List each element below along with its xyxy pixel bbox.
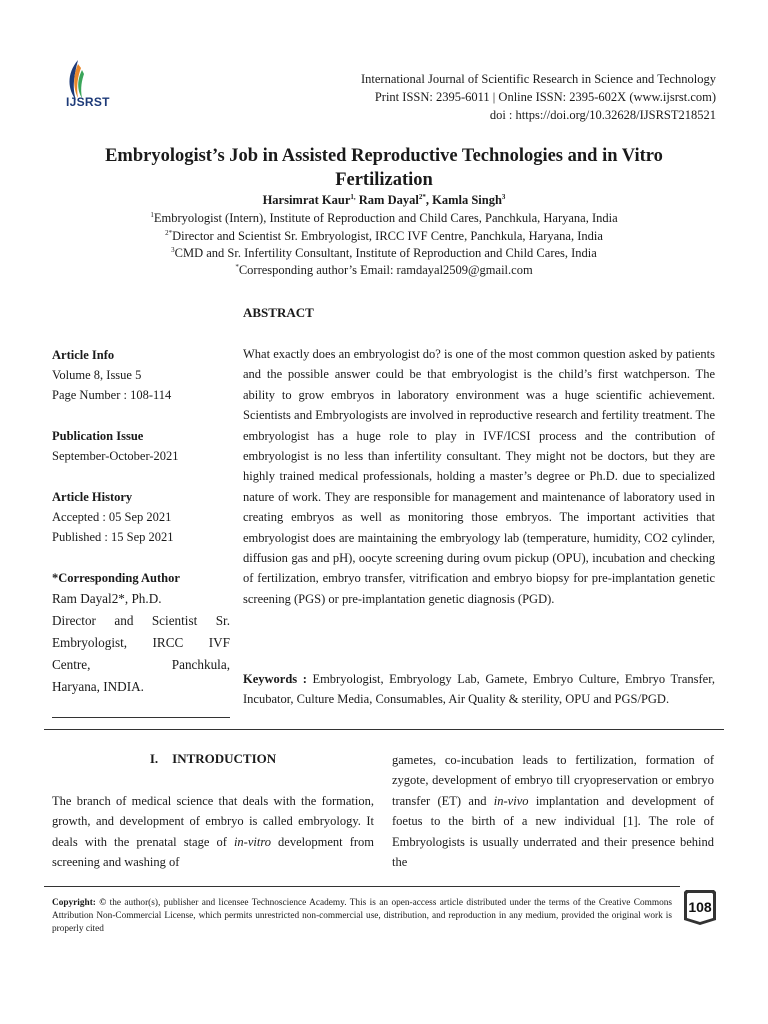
affiliation-text: Corresponding author’s Email: ramdayal2509@gmail.com [238, 263, 533, 277]
affiliation-mark: * [235, 262, 239, 271]
body-text: implantation and development of foetus to the birth of a new individual [1]. The role of Embryologists is usually underrated and their presence behind the [392, 793, 714, 870]
keywords-list: Embryologist, Embryology Lab, Gamete, Embryo Culture, Embryo Transfer, Incubator, Culture Media, Consumables, Air Quality & sterility, OPU and PGS/PGD. [243, 672, 715, 707]
section-title: INTRODUCTION [172, 751, 277, 766]
introduction-heading [52, 751, 374, 767]
page-number: 108 [688, 899, 712, 915]
corresponding-email [0, 263, 768, 278]
corresponding-author-line: Director and Scientist Sr. [52, 613, 230, 628]
affiliation-mark: 2* [165, 228, 173, 237]
author-list [0, 193, 768, 208]
author-affiliation-mark: 2* [418, 192, 426, 201]
footer-divider [44, 886, 680, 887]
affiliation-mark: 1 [150, 210, 154, 219]
affiliation [0, 211, 768, 226]
affiliation [0, 229, 768, 244]
published-date: Published : 15 Sep 2021 [52, 530, 174, 544]
author-affiliation-mark: 3 [501, 192, 506, 201]
abstract-heading: ABSTRACT [243, 305, 314, 320]
affiliation-text: CMD and Sr. Infertility Consultant, Institute of Reproduction and Child Cares, India [174, 246, 597, 260]
logo-text: IJSRST [66, 95, 110, 109]
corresponding-author-line: Ram Dayal2*, Ph.D. [52, 591, 162, 606]
article-info-sidebar [52, 345, 230, 698]
article-info-heading: Article Info [52, 348, 115, 362]
article-history-heading: Article History [52, 490, 133, 504]
sidebar-divider [52, 717, 230, 718]
corresponding-author-line: Embryologist, IRCC IVF [52, 635, 230, 650]
author-affiliation-mark: 1, [350, 192, 356, 201]
body-text: gametes, co-incubation leads to fertilization, formation of zygote, development of embryo till cryopreservation or embryo transfer (ET) and [392, 753, 714, 808]
copyright-text: the author(s), publisher and licensee Technoscience Academy. This is an open-access article distributed under the terms of the Creative Commons Attribution Non-Commercial License, which permits unrestricted non-commercial use, distribution, and reproduction in any medium, provided the original work is properly cited [52, 898, 672, 934]
affiliation [0, 246, 768, 261]
affiliation-mark: 3 [171, 245, 175, 254]
affiliation-text: Director and Scientist Sr. Embryologist, IRCC IVF Centre, Panchkula, Haryana, India [172, 229, 603, 243]
italic-term: in-vitro [233, 834, 271, 849]
keywords [243, 669, 715, 710]
keywords-label: Keywords : [243, 672, 307, 686]
italic-term: in-vivo [493, 793, 529, 808]
journal-issn: Print ISSN: 2395-6011 | Online ISSN: 2395-602X (www.ijsrst.com) [374, 90, 716, 104]
journal-doi: doi : https://doi.org/10.32628/IJSRST218521 [489, 108, 716, 122]
copyright-notice [52, 897, 672, 936]
corresponding-author-heading: *Corresponding Author [52, 571, 180, 585]
section-divider [44, 729, 724, 730]
publication-issue-heading: Publication Issue [52, 429, 144, 443]
page-number: Page Number : 108-114 [52, 388, 172, 402]
abstract-text: What exactly does an embryologist do? is one of the most common question asked by patients and the possible answer could be that embryologist is the child’s first watchperson. The ability to grow embryos in laboratory environment was a huge scientific achievement. Scientists and Embryologists are involved in reproductive research and fertility treatment. The embryologist has a huge role to play in IVF/ICSI process and the contribution of embryologist is no less than infertility consultant. They might not be doctors, but they are highly trained medical professionals, holding a master’s degree or Ph.D. due to specialized nature of work. They are responsible for management and maintenance of laboratory used in creating embryos as well as monitoring those embryos. The important activities that embryologist does are maintaining the embryology lab (temperature, humidity, CO2 cylinder, diffusion gas and pH), oocyte screening during ovum pickup (OPU), incubation and checking of fertilization, embryo transfer, vitrification and embryo biopsy for pre-implantation genetic screening (PGS) or pre-implantation genetic diagnosis (PGD). [243, 347, 715, 606]
author-name: Harsimrat Kaur [262, 193, 351, 207]
publication-issue: September-October-2021 [52, 449, 179, 463]
copyright-label: Copyright: © [52, 898, 107, 908]
body-text: The branch of medical science that deals with the formation, growth, and development of embryo is called embryology. It deals with the prenatal stage of [52, 794, 374, 849]
body-text: development from screening and washing of [52, 834, 374, 870]
paper-title: Embryologist’s Job in Assisted Reproductive Technologies and in Vitro Fertilization [105, 146, 663, 190]
intro-column-right [392, 750, 714, 872]
journal-name: International Journal of Scientific Research in Science and Technology [360, 72, 716, 86]
author-name: Ram Dayal [355, 193, 419, 207]
corresponding-author-line: Haryana, INDIA. [52, 679, 144, 694]
intro-column-left [52, 791, 374, 873]
affiliation-text: Embryologist (Intern), Institute of Reproduction and Child Cares, Panchkula, Haryana, India [153, 211, 618, 225]
volume-issue: Volume 8, Issue 5 [52, 368, 142, 382]
accepted-date: Accepted : 05 Sep 2021 [52, 510, 172, 524]
section-number: I. [149, 751, 159, 766]
corresponding-author-line: Centre, Panchkula, [52, 657, 230, 672]
author-name: , Kamla Singh [425, 193, 502, 207]
